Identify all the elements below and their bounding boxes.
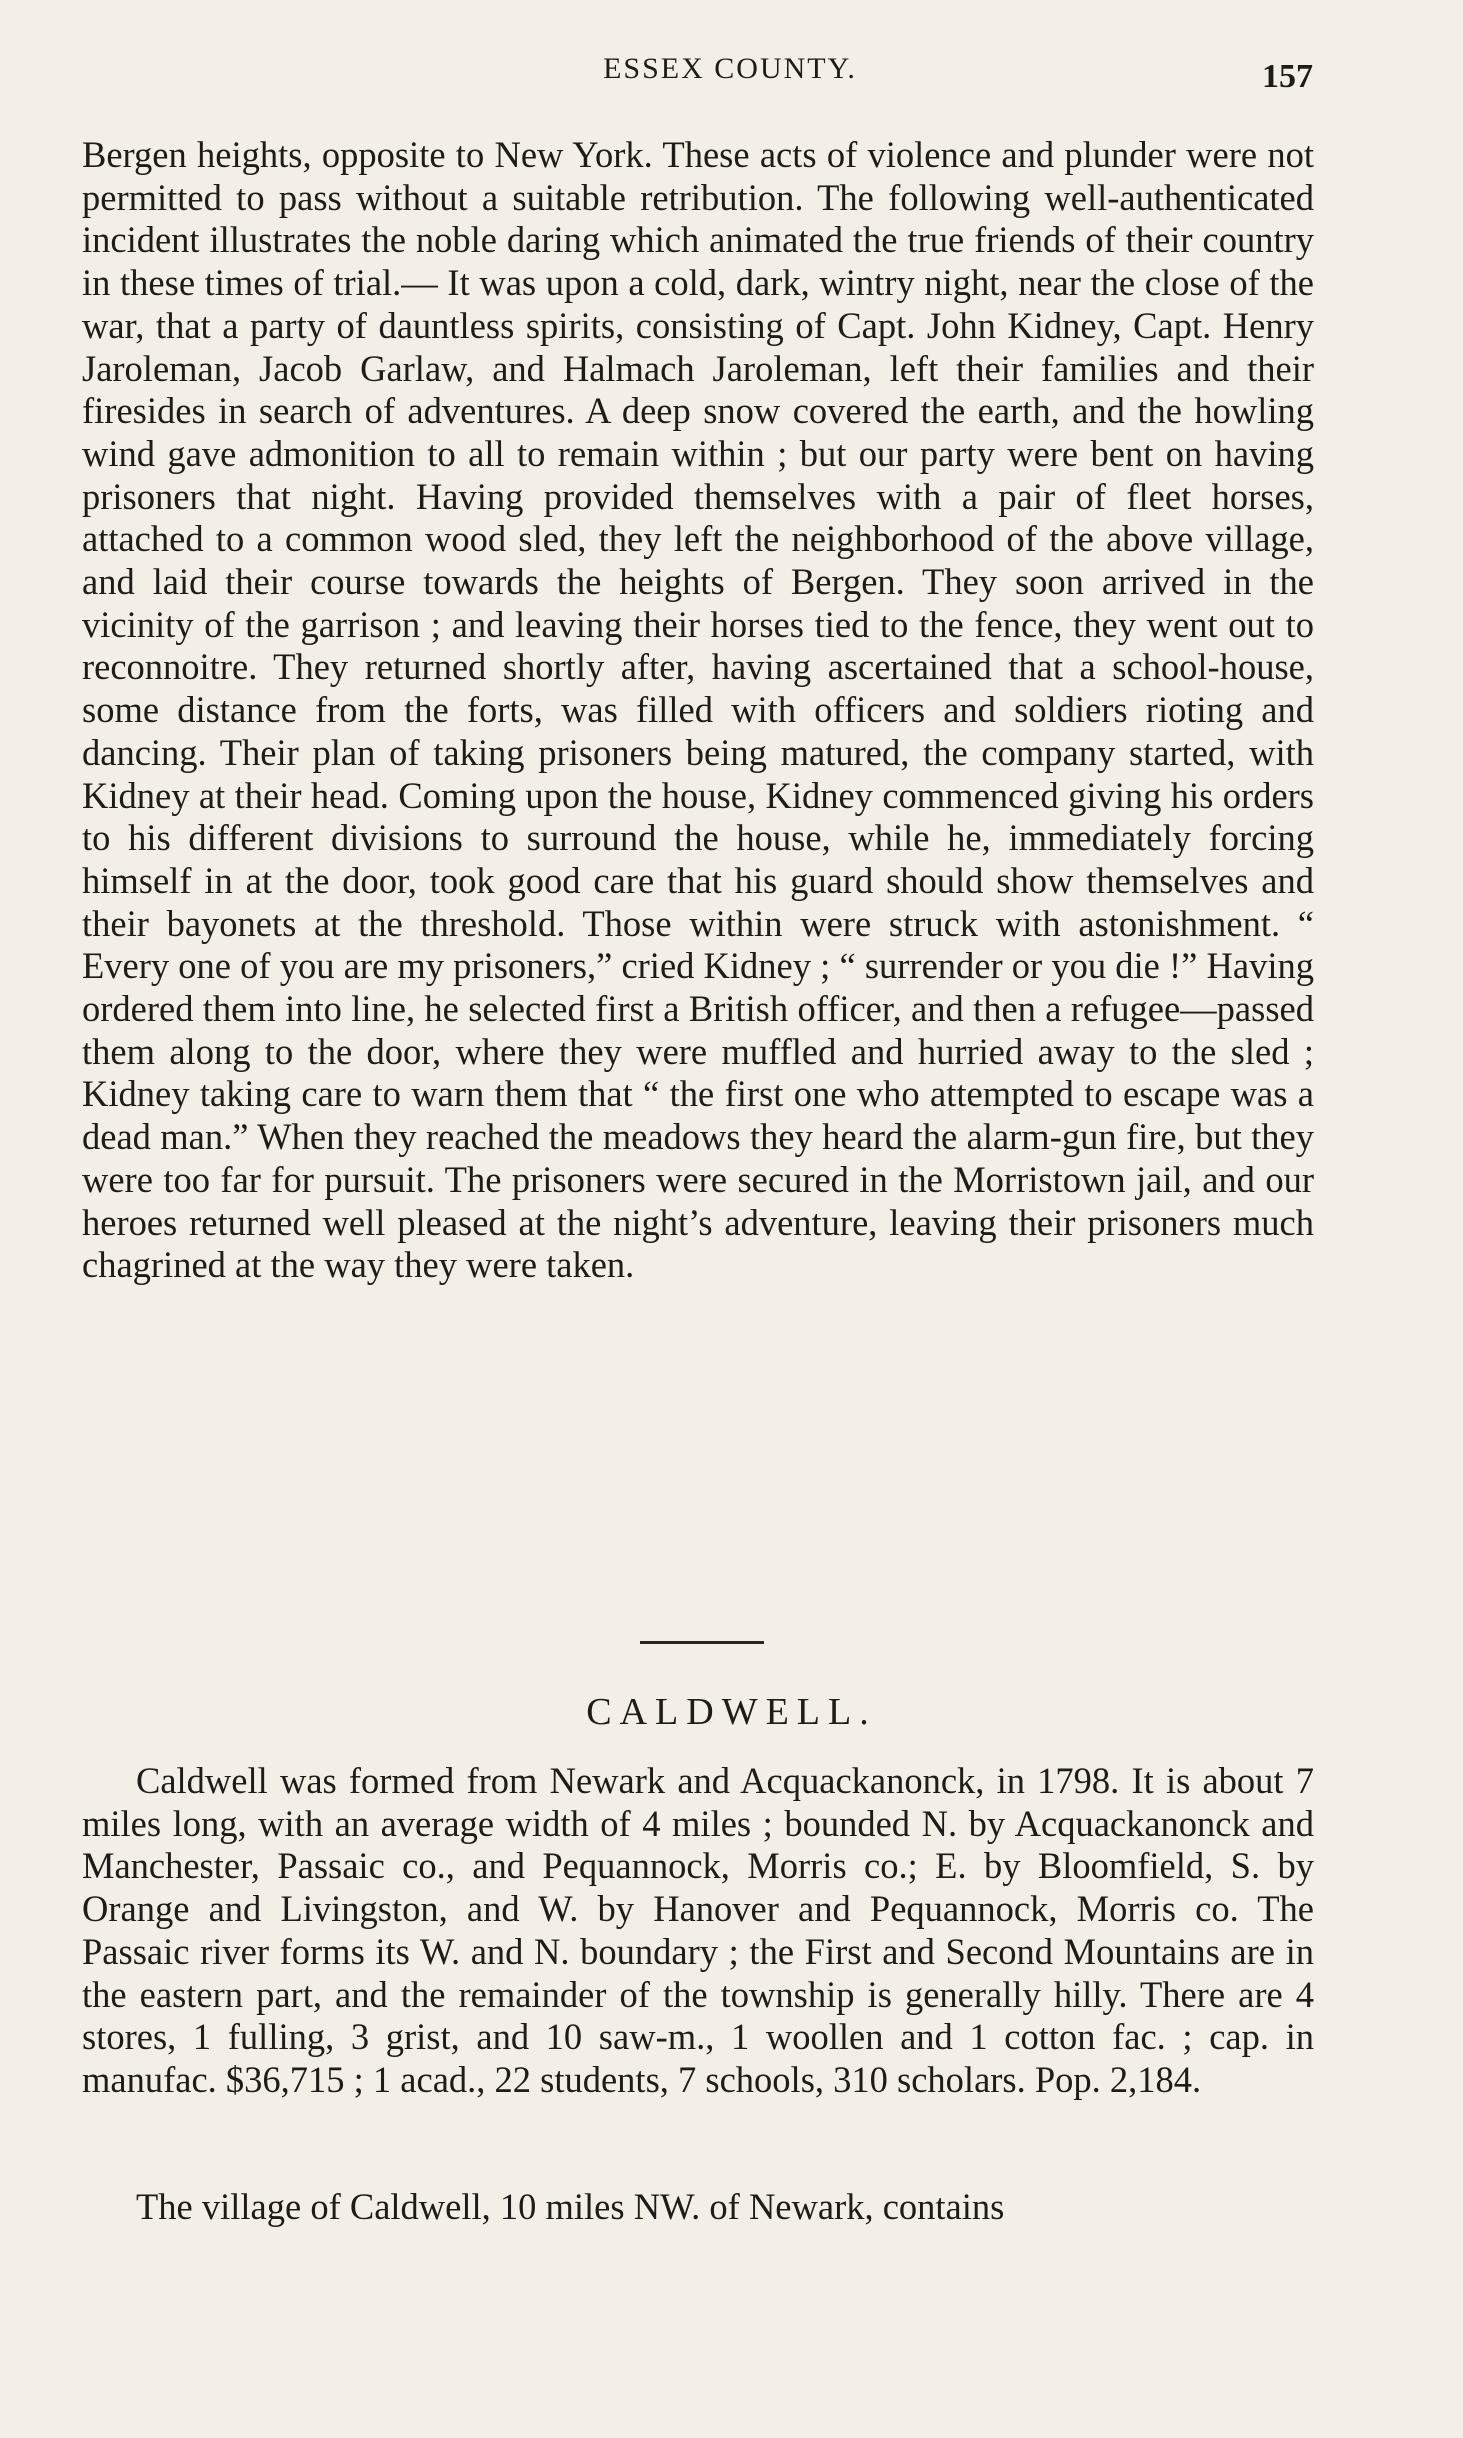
section-divider [640, 1641, 764, 1644]
paragraph-kidney-raid: Bergen heights, opposite to New York. These acts of violence and plunder were not permitted to pass without a suitable retribution. The following well-authenticated incident illustrates the noble daring which animated the true friends of their country in these times of trial.— It was upon a cold, dark, wintry night, near the close of the war, that a party of dauntless spirits, consisting of Capt. John Kidney, Capt. Henry Jaroleman, Jacob Garlaw, and Halmach Jaroleman, left their families and their firesides in search of adventures. A deep snow covered the earth, and the howling wind gave admonition to all to remain within ; but our party were bent on having prisoners that night. Having provided themselves with a pair of fleet horses, attached to a common wood sled, they left the neighborhood of the above village, and laid their course towards the heights of Bergen. They soon arrived in the vicinity of the garrison ; and leaving their horses tied to the fence, they went out to reconnoitre. They returned shortly after, having ascertained that a school-house, some distance from the forts, was filled with officers and soldiers rioting and dancing. Their plan of taking prisoners being matured, the company started, with Kidney at their head. Coming upon the house, Kidney commenced giving his orders to his different divisions to surround the house, while he, immediately forcing himself in at the door, took good care that his guard should show themselves and their bayonets at the threshold. Those within were struck with astonishment. “ Every one of you are my prisoners,” cried Kidney ; “ surrender or you die !” Having ordered them into line, he selected first a British officer, and then a refugee—passed them along to the door, where they were muffled and hurried away to the sled ; Kidney taking care to warn them that “ the first one who attempted to escape was a dead man.” When they reached the meadows they heard the alarm-gun fire, but they were too far for pursuit. The prisoners were secured in the Morristown jail, and our heroes returned well pleased at the night’s adventure, leaving their prisoners much chagrined at the way they were taken. [82, 134, 1314, 1286]
page-number: 157 [1262, 58, 1313, 95]
paragraph-caldwell-village: The village of Caldwell, 10 miles NW. of Newark, contains [136, 2186, 1005, 2227]
section-heading-caldwell: CALDWELL. [586, 1691, 877, 1733]
paragraph-caldwell-description: Caldwell was formed from Newark and Acquackanonck, in 1798. It is about 7 miles long, with an average width of 4 miles ; bounded N. by Acquackanonck and Manchester, Passaic co., and Pequannock, Morris co.; E. by Bloomfield, S. by Orange and Livingston, and W. by Hanover and Pequannock, Morris co. The Passaic river forms its W. and N. boundary ; the First and Second Mountains are in the eastern part, and the remainder of the township is generally hilly. There are 4 stores, 1 fulling, 3 grist, and 10 saw-m., 1 woollen and 1 cotton fac. ; cap. in manufac. $36,715 ; 1 acad., 22 students, 7 schools, 310 scholars. Pop. 2,184. [82, 1760, 1314, 2100]
running-header: ESSEX COUNTY. [603, 52, 857, 85]
